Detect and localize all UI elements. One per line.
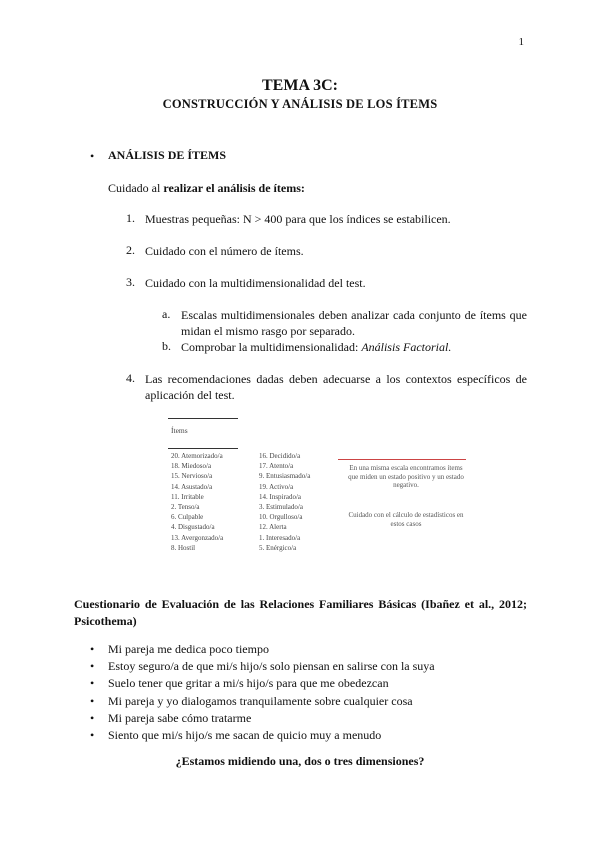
- questionnaire-item: Estoy seguro/a de que mi/s hijo/s solo piensan en salirse con la suya: [108, 659, 435, 674]
- figure-rule: [168, 418, 238, 419]
- figure-item: 6. Culpable: [171, 513, 204, 522]
- list-item: Cuidado con la multidimensionalidad del test.: [145, 276, 366, 290]
- figure-item: 10. Orgulloso/a: [259, 513, 303, 522]
- figure-item: 17. Atento/a: [259, 462, 294, 471]
- figure-item: 13. Avergonzado/a: [171, 533, 224, 542]
- questionnaire-item: Siento que mi/s hijo/s me sacan de quicio muy a menudo: [108, 727, 382, 742]
- figure-item: 1. Interesado/a: [259, 533, 301, 542]
- list-item: [90, 658, 435, 675]
- sublist-item-emphasis: Análisis Factorial.: [361, 340, 452, 354]
- questionnaire-item: Mi pareja sabe cómo tratarme: [108, 710, 252, 725]
- intro-bold: realizar el análisis de ítems:: [163, 181, 305, 195]
- questionnaire-item: Mi pareja y yo dialogamos tranquilamente sobre cualquier cosa: [108, 693, 413, 708]
- bullet-icon: •: [90, 727, 95, 742]
- figure-item: 16. Decidido/a: [259, 452, 301, 460]
- list-number: 1.: [126, 211, 135, 225]
- figure-divider: [338, 459, 466, 460]
- figure-item: 14. Inspirado/a: [259, 492, 301, 501]
- figure-item: 19. Activo/a: [259, 482, 294, 491]
- negative-items-column: [171, 451, 223, 553]
- figure-item: 5. Enérgico/a: [259, 543, 297, 552]
- page-title: TEMA 3C:: [262, 77, 338, 94]
- questionnaire-item: Mi pareja me dedica poco tiempo: [108, 642, 269, 656]
- page-number: 1: [518, 36, 524, 48]
- figure-item: 12. Alerta: [259, 523, 287, 532]
- figure-note: Cuidado con el cálculo de estadísticos en estos casos: [348, 511, 464, 528]
- intro-prefix: Cuidado al: [108, 181, 164, 195]
- sublist-letter: b.: [162, 339, 171, 353]
- section-intro: [108, 181, 305, 196]
- figure-item: 8. Hostil: [171, 543, 196, 552]
- sublist-item: [181, 339, 527, 355]
- figure-note: En una misma escala encontramos ítems que miden un estado positivo y un estado negativo.: [348, 464, 464, 489]
- figure-rule: [168, 448, 238, 449]
- figure-item: 9. Entusiasmado/a: [259, 472, 311, 481]
- figure-item: 18. Miedoso/a: [171, 462, 212, 471]
- bullet-icon: •: [90, 676, 95, 691]
- list-item: [90, 727, 435, 744]
- bullet-icon: •: [90, 693, 95, 708]
- figure-item: 11. Irritable: [171, 492, 204, 501]
- list-item: [90, 693, 435, 710]
- figure-item: 20. Atemorizado/a: [171, 452, 223, 460]
- list-item: [90, 675, 435, 692]
- questionnaire-list: [90, 641, 435, 744]
- figure-header: Ítems: [171, 426, 188, 435]
- bullet-icon: •: [90, 149, 95, 163]
- figure-item: 15. Nervioso/a: [171, 472, 213, 481]
- bullet-icon: •: [90, 659, 95, 674]
- positive-items-column: [259, 451, 310, 553]
- bullet-icon: •: [90, 642, 95, 656]
- questionnaire-title: Cuestionario de Evaluación de las Relaciones Familiares Básicas (Ibañez et al., 2012; Psicothema): [74, 597, 527, 628]
- list-item: Las recomendaciones dadas deben adecuarse a los contextos específicos de aplicación del test.: [145, 372, 527, 402]
- list-number: 3.: [126, 275, 135, 289]
- sublist-letter: a.: [162, 307, 171, 321]
- list-number: 4.: [126, 371, 135, 385]
- figure-item: 3. Estimulado/a: [259, 502, 303, 511]
- figure-item: 2. Tenso/a: [171, 502, 200, 511]
- panas-items-figure: [168, 418, 468, 568]
- questionnaire-item: Suelo tener que gritar a mi/s hijo/s para que me obedezcan: [108, 676, 389, 691]
- sublist-item-prefix: Comprobar la multidimensionalidad:: [181, 340, 362, 354]
- figure-item: 4. Disgustado/a: [171, 523, 215, 532]
- figure-item: 14. Asustado/a: [171, 482, 213, 491]
- list-item: Muestras pequeñas: N > 400 para que los índices se estabilicen.: [145, 212, 451, 226]
- list-item: [90, 641, 435, 658]
- closing-question: ¿Estamos midiendo una, dos o tres dimensiones?: [175, 754, 425, 768]
- section-heading: ANÁLISIS DE ÍTEMS: [108, 148, 227, 162]
- list-item: Cuidado con el número de ítems.: [145, 244, 304, 258]
- bullet-icon: •: [90, 710, 95, 725]
- sublist-item: Escalas multidimensionales deben analizar cada conjunto de ítems que midan el mismo rasgo por separado.: [181, 308, 527, 338]
- list-item: [90, 710, 435, 727]
- page-subtitle: CONSTRUCCIÓN Y ANÁLISIS DE LOS ÍTEMS: [162, 97, 438, 111]
- list-number: 2.: [126, 243, 135, 257]
